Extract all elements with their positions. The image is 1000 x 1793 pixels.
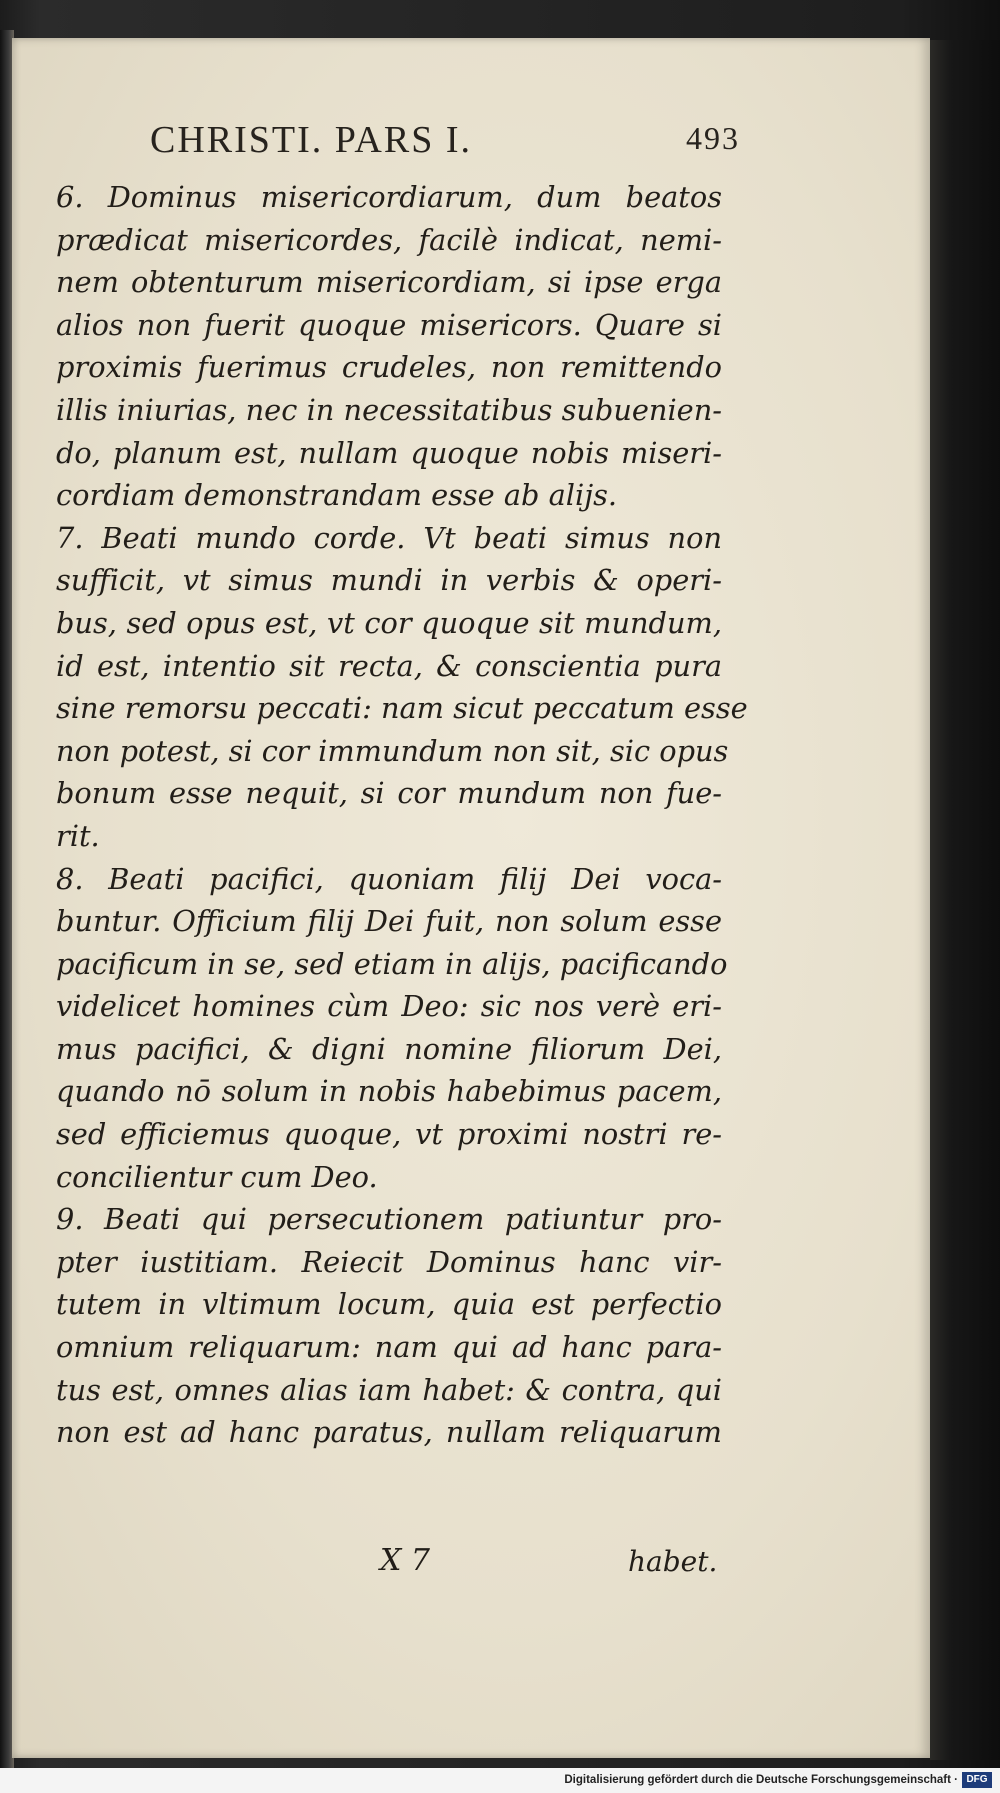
text-line: tus est, omnes alias iam habet: & contra, qui bbox=[56, 1372, 722, 1407]
digitization-credit: Digitalisierung gefördert durch die Deutsche Forschungsgemeinschaft · bbox=[564, 1774, 958, 1786]
dfg-logo-icon: DFG bbox=[962, 1772, 992, 1788]
text-line: non est ad hanc paratus, nullam reliquarum bbox=[56, 1415, 722, 1450]
book-right-shadow bbox=[930, 40, 1000, 1760]
text-line: tutem in vltimum locum, quia est perfectio bbox=[56, 1287, 722, 1322]
text-line: omnium reliquarum: nam qui ad hanc para- bbox=[56, 1330, 722, 1365]
text-line: id est, intentio sit recta, & conscientia pura bbox=[56, 648, 722, 683]
text-line: do, planum est, nullam quoque nobis miseri- bbox=[56, 435, 722, 470]
text-line: 9. Beati qui persecutionem patiuntur pro- bbox=[56, 1202, 722, 1237]
text-line: nem obtenturum misericordiam, si ipse erga bbox=[56, 265, 722, 300]
running-head: CHRISTI. PARS I. bbox=[150, 119, 473, 161]
text-line: alios non fuerit quoque misericors. Quare si bbox=[56, 307, 722, 342]
text-line: proximis fuerimus crudeles, non remittendo bbox=[56, 350, 722, 385]
text-line: pacificum in se, sed etiam in alijs, pacificando bbox=[56, 946, 728, 981]
page-header bbox=[150, 118, 740, 168]
text-line: pter iustitiam. Reiecit Dominus hanc vir- bbox=[56, 1244, 722, 1279]
text-line: illis iniurias, nec in necessitatibus subuenien- bbox=[56, 392, 722, 427]
page-number: 493 bbox=[686, 120, 740, 156]
text-line: buntur. Officium filij Dei fuit, non solum esse bbox=[56, 904, 722, 939]
text-line: quando nō solum in nobis habebimus pacem, bbox=[56, 1074, 722, 1109]
text-line: 7. Beati mundo corde. Vt beati simus non bbox=[56, 520, 722, 555]
text-line: rit. bbox=[56, 818, 100, 853]
text-line: sine remorsu peccati: nam sicut peccatum esse bbox=[56, 691, 748, 726]
catchword: habet. bbox=[628, 1545, 718, 1578]
text-line: bonum esse nequit, si cor mundum non fue- bbox=[56, 776, 722, 811]
text-line: sufficit, vt simus mundi in verbis & operi- bbox=[56, 563, 722, 598]
text-line: bus, sed opus est, vt cor quoque sit mundum, bbox=[56, 605, 722, 640]
text-line: 6. Dominus misericordiarum, dum beatos bbox=[56, 180, 722, 214]
body-text bbox=[56, 176, 748, 1454]
signature-mark: X 7 bbox=[380, 1543, 430, 1578]
text-line: videlicet homines cùm Deo: sic nos verè eri- bbox=[56, 989, 722, 1024]
text-line: concilientur cum Deo. bbox=[56, 1159, 378, 1194]
text-line: prædicat misericordes, facilè indicat, nemi- bbox=[56, 222, 722, 257]
text-line: cordiam demonstrandam esse ab alijs. bbox=[56, 478, 618, 513]
text-line: non potest, si cor immundum non sit, sic opus bbox=[56, 733, 729, 768]
text-line: sed efficiemus quoque, vt proximi nostri re- bbox=[56, 1117, 722, 1152]
text-line: mus pacifici, & digni nomine filiorum Dei, bbox=[56, 1031, 722, 1066]
text-line: 8. Beati pacifici, quoniam filij Dei voca- bbox=[56, 861, 722, 896]
